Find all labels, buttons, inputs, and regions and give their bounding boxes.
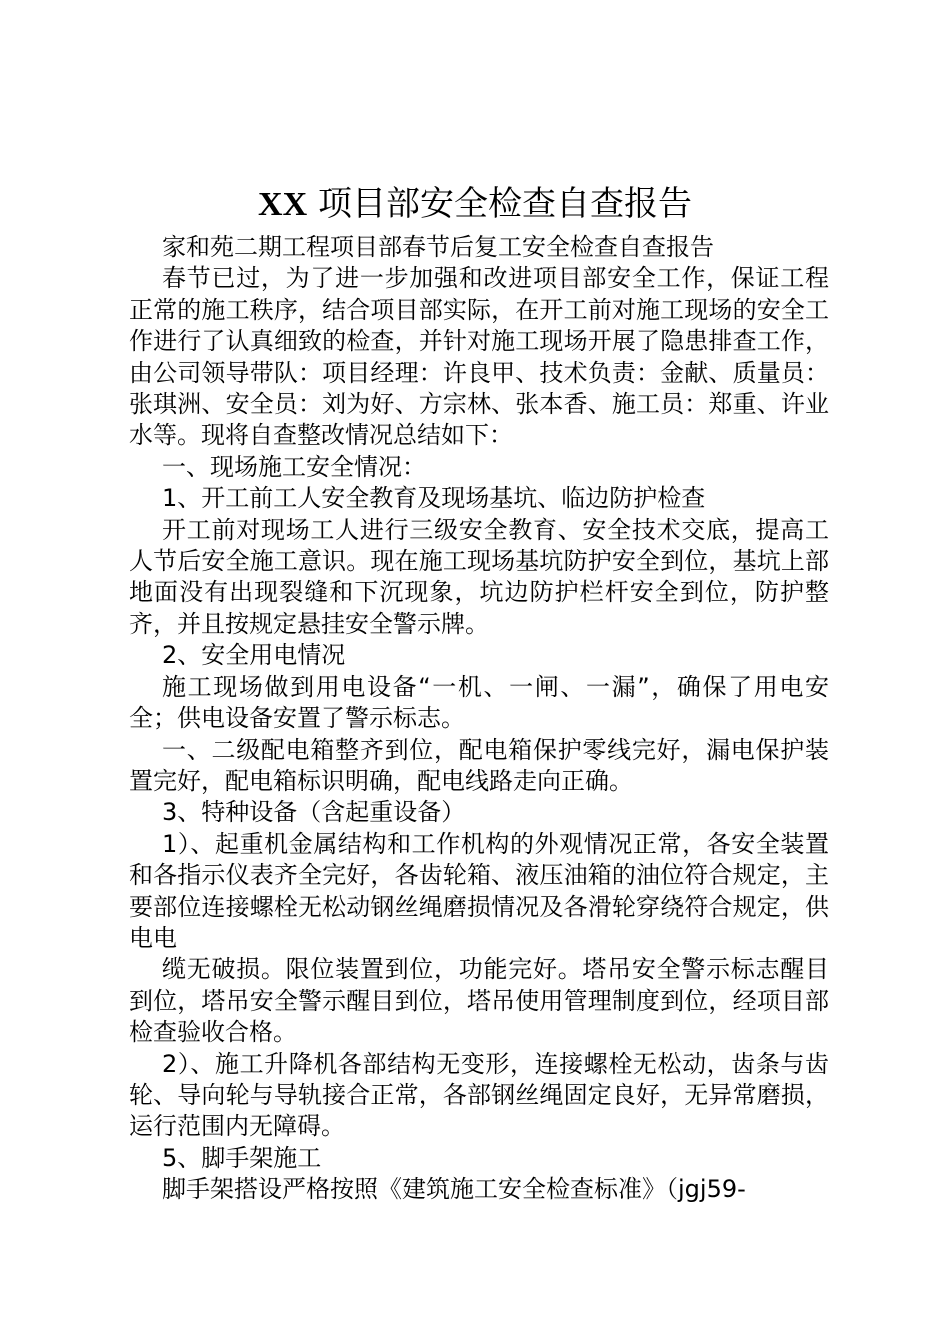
paragraph-electricity: 施工现场做到用电设备“一机、一闸、一漏”，确保了用电安全；供电设备安置了警示标志。 bbox=[129, 672, 829, 733]
title-text: 项目部安全检查自查报告 bbox=[317, 184, 692, 224]
paragraph-subtitle: 家和苑二期工程项目部春节后复工安全检查自查报告 bbox=[162, 233, 714, 261]
paragraph-intro: 春节已过，为了进一步加强和改进项目部安全工作，保证工程正常的施工秩序，结合项目部实际，在开工前对施工现场的安全工作进行了认真细致的检查，并针对施工现场开展了隐患排查工作，由公司领导带队：项目经理：许良甲、技术负责：金献、质量员：张琪洲、安全员：刘为好、方宗林、张本香、施工员：郑重、许业水等。现将自查整改情况总结如下： bbox=[129, 264, 829, 450]
paragraph-distribution-boxes: 一、二级配电箱整齐到位，配电箱保护零线完好，漏电保护装置完好，配电箱标识明确，配电线路走向正确。 bbox=[129, 735, 829, 795]
paragraph-crane: 1）、起重机金属结构和工作机构的外观情况正常，各安全装置和各指示仪表齐全完好，各齿轮箱、液压油箱的油位符合规定，主要部位连接螺栓无松动钢丝绳磨损情况及各滑轮穿绕符合规定，供电电 bbox=[129, 829, 829, 952]
paragraph-crane-continued: 缆无破损。限位装置到位，功能完好。塔吊安全警示标志醒目到位，塔吊安全警示醒目到位，塔吊使用管理制度到位，经项目部检查验收合格。 bbox=[129, 955, 829, 1047]
paragraph-hoist: 2）、施工升降机各部结构无变形，连接螺栓无松动，齿条与齿轮、导向轮与导轨接合正常，各部钢丝绳固定良好，无异常磨损，运行范围内无障碍。 bbox=[129, 1049, 829, 1141]
subheading-special-equipment: 3、特种设备（含起重设备） bbox=[162, 798, 466, 827]
subheading-pre-work-inspection: 1、开工前工人安全教育及现场基坑、临边防护检查 bbox=[162, 484, 706, 513]
document-body bbox=[129, 232, 829, 1206]
title-prefix: XX bbox=[258, 186, 308, 223]
document-title bbox=[0, 178, 950, 231]
subheading-scaffolding: 5、脚手架施工 bbox=[162, 1143, 322, 1172]
subheading-electricity: 2、安全用电情况 bbox=[162, 641, 346, 670]
section-heading-site-safety: 一、现场施工安全情况： bbox=[162, 452, 426, 481]
paragraph-scaffolding: 脚手架搭设严格按照《建筑施工安全检查标准》（jgj59- bbox=[162, 1175, 746, 1204]
paragraph-pre-work-inspection: 开工前对现场工人进行三级安全教育、安全技术交底，提高工人节后安全施工意识。现在施工现场基坑防护安全到位，基坑上部地面没有出现裂缝和下沉现象，坑边防护栏杆安全到位，防护整齐，并且按规定悬挂安全警示牌。 bbox=[129, 515, 829, 638]
